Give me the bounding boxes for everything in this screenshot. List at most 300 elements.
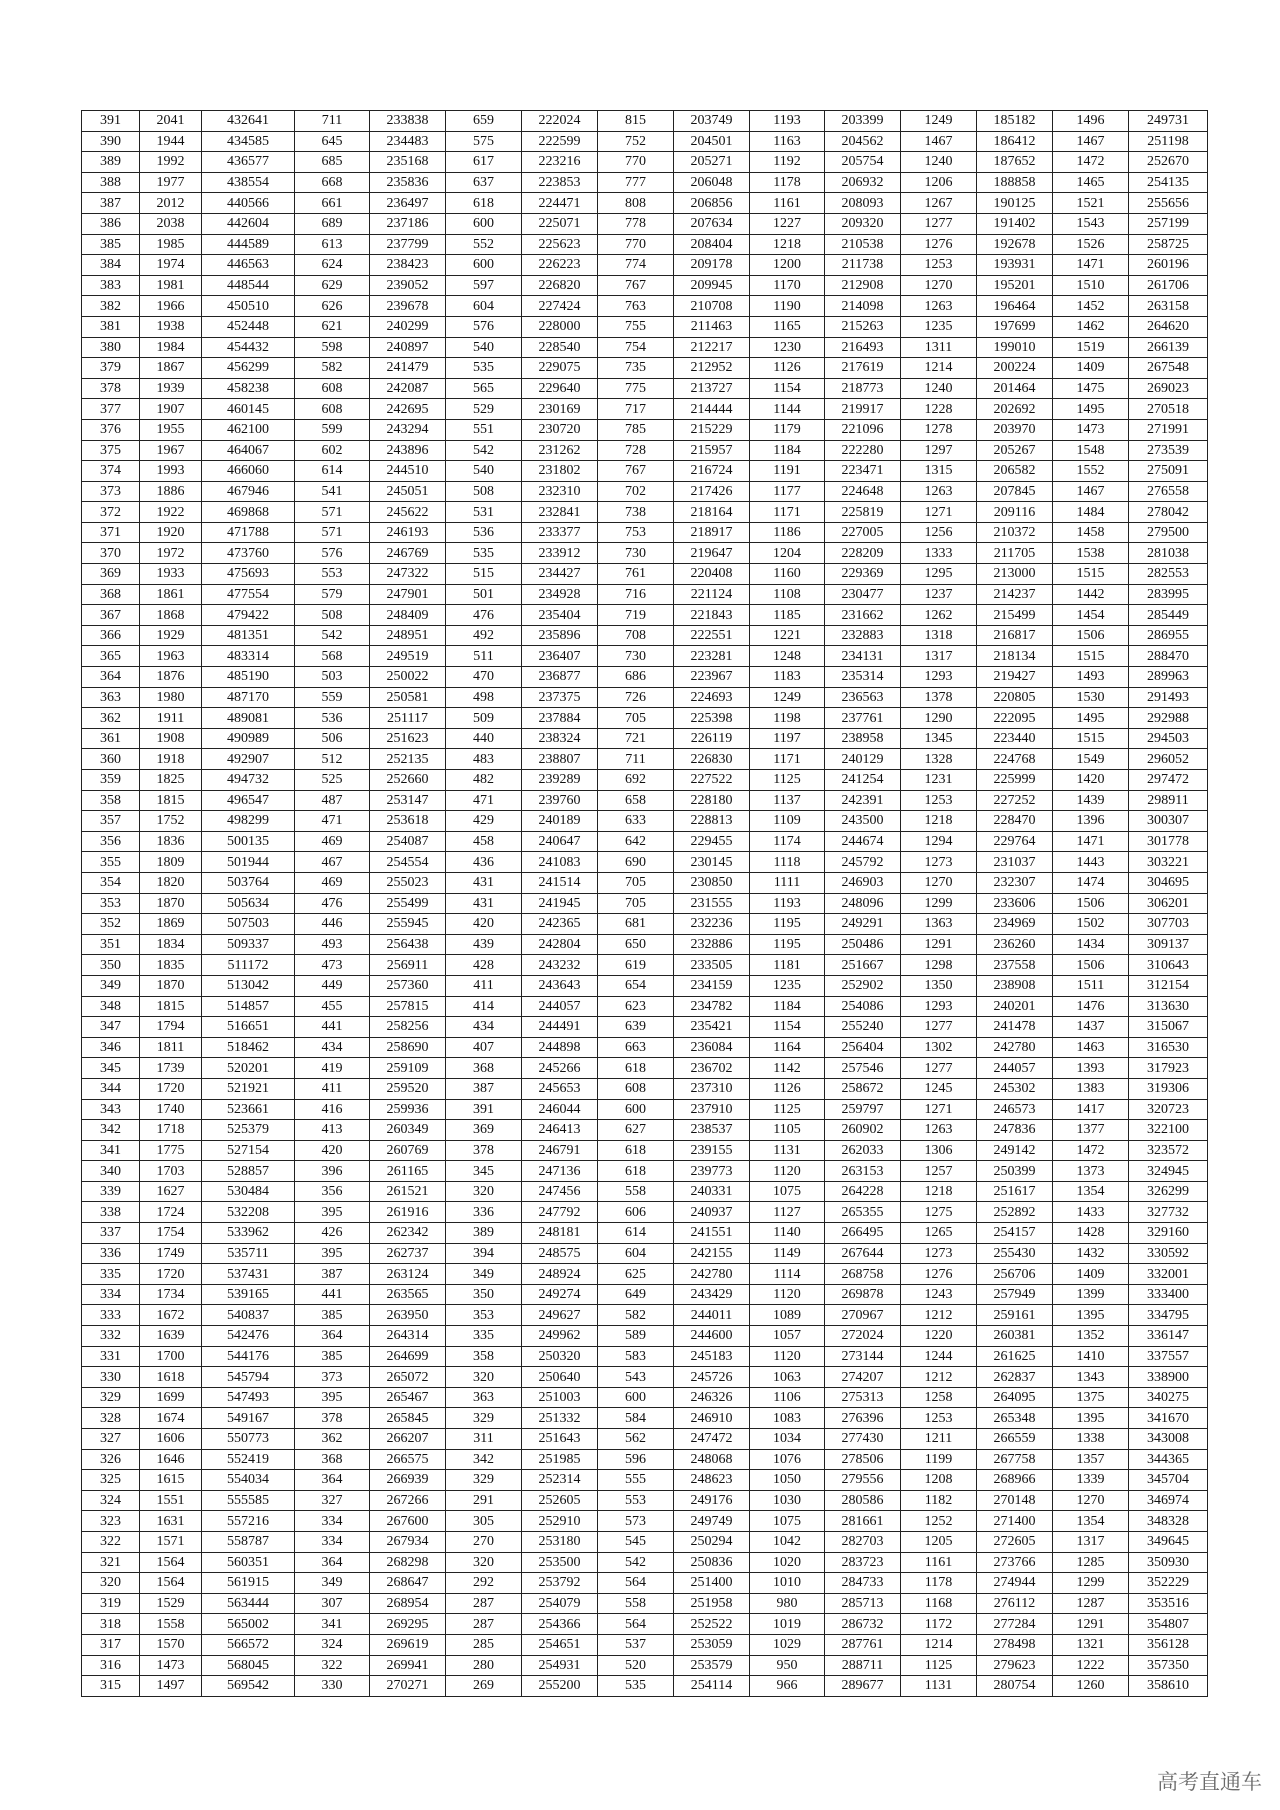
table-cell: 222280	[825, 440, 901, 461]
table-cell: 221124	[674, 584, 750, 605]
table-cell: 285713	[825, 1593, 901, 1614]
table-cell: 1214	[901, 358, 977, 379]
table-cell: 1160	[750, 564, 825, 585]
table-cell: 238807	[522, 749, 598, 770]
table-cell: 197699	[977, 316, 1053, 337]
table-cell: 209945	[674, 275, 750, 296]
table-cell: 231662	[825, 605, 901, 626]
table-cell: 1399	[1053, 1284, 1129, 1305]
table-cell: 279500	[1129, 522, 1208, 543]
score-cell: 342	[82, 1120, 140, 1141]
table-cell: 452448	[202, 316, 295, 337]
score-cell: 357	[82, 811, 140, 832]
table-cell: 255200	[522, 1676, 598, 1697]
table-cell: 240189	[522, 811, 598, 832]
table-cell: 253579	[674, 1655, 750, 1676]
table-cell: 1944	[140, 131, 202, 152]
table-cell: 211738	[825, 255, 901, 276]
table-cell: 269295	[370, 1614, 446, 1635]
table-cell: 317923	[1129, 1058, 1208, 1079]
table-cell: 1218	[901, 811, 977, 832]
table-cell: 240647	[522, 831, 598, 852]
table-cell: 266495	[825, 1223, 901, 1244]
table-cell: 320	[446, 1552, 522, 1573]
table-cell: 604	[446, 296, 522, 317]
table-cell: 248575	[522, 1243, 598, 1264]
table-cell: 192678	[977, 234, 1053, 255]
table-cell: 1161	[750, 193, 825, 214]
table-cell: 216493	[825, 337, 901, 358]
table-cell: 253059	[674, 1634, 750, 1655]
table-cell: 226119	[674, 728, 750, 749]
table-row	[82, 1058, 1208, 1079]
table-cell: 785	[598, 419, 674, 440]
table-cell: 276396	[825, 1408, 901, 1429]
table-cell: 273144	[825, 1346, 901, 1367]
table-cell: 244898	[522, 1037, 598, 1058]
table-cell: 1191	[750, 461, 825, 482]
table-cell: 238324	[522, 728, 598, 749]
table-cell: 1338	[1053, 1429, 1129, 1450]
table-cell: 230169	[522, 399, 598, 420]
table-cell: 599	[295, 419, 370, 440]
table-cell: 209320	[825, 213, 901, 234]
score-cell: 371	[82, 522, 140, 543]
table-cell: 492907	[202, 749, 295, 770]
table-cell: 730	[598, 543, 674, 564]
table-cell: 1195	[750, 914, 825, 935]
score-cell: 356	[82, 831, 140, 852]
table-cell: 354807	[1129, 1614, 1208, 1635]
table-cell: 274944	[977, 1573, 1053, 1594]
table-cell: 270518	[1129, 399, 1208, 420]
table-cell: 333400	[1129, 1284, 1208, 1305]
table-cell: 254079	[522, 1593, 598, 1614]
table-cell: 239052	[370, 275, 446, 296]
table-cell: 227424	[522, 296, 598, 317]
table-cell: 1775	[140, 1140, 202, 1161]
table-cell: 639	[598, 1017, 674, 1038]
table-cell: 1886	[140, 481, 202, 502]
table-cell: 232883	[825, 625, 901, 646]
table-cell: 228470	[977, 811, 1053, 832]
table-cell: 341	[295, 1614, 370, 1635]
table-cell: 719	[598, 605, 674, 626]
table-cell: 231262	[522, 440, 598, 461]
table-cell: 544176	[202, 1346, 295, 1367]
score-cell: 333	[82, 1305, 140, 1326]
table-row	[82, 1552, 1208, 1573]
table-cell: 336	[446, 1202, 522, 1223]
table-cell: 1472	[1053, 152, 1129, 173]
table-cell: 1395	[1053, 1408, 1129, 1429]
table-cell: 206932	[825, 172, 901, 193]
table-cell: 187652	[977, 152, 1053, 173]
table-cell: 188858	[977, 172, 1053, 193]
table-cell: 1258	[901, 1387, 977, 1408]
table-cell: 1306	[901, 1140, 977, 1161]
table-cell: 1443	[1053, 852, 1129, 873]
table-cell: 247836	[977, 1120, 1053, 1141]
table-cell: 287	[446, 1614, 522, 1635]
table-cell: 330592	[1129, 1243, 1208, 1264]
table-cell: 532208	[202, 1202, 295, 1223]
table-cell: 229640	[522, 378, 598, 399]
table-cell: 1218	[750, 234, 825, 255]
table-cell: 340275	[1129, 1387, 1208, 1408]
table-row	[82, 996, 1208, 1017]
table-cell: 1506	[1053, 893, 1129, 914]
table-cell: 369	[446, 1120, 522, 1141]
table-cell: 761	[598, 564, 674, 585]
table-cell: 285449	[1129, 605, 1208, 626]
table-cell: 493	[295, 934, 370, 955]
table-cell: 228209	[825, 543, 901, 564]
table-cell: 322	[295, 1655, 370, 1676]
table-cell: 242391	[825, 790, 901, 811]
score-cell: 351	[82, 934, 140, 955]
table-cell: 650	[598, 934, 674, 955]
table-cell: 516651	[202, 1017, 295, 1038]
table-cell: 271400	[977, 1511, 1053, 1532]
table-cell: 209116	[977, 502, 1053, 523]
table-row	[82, 255, 1208, 276]
table-cell: 1699	[140, 1387, 202, 1408]
table-cell: 203399	[825, 111, 901, 132]
table-cell: 557216	[202, 1511, 295, 1532]
table-cell: 1154	[750, 378, 825, 399]
table-cell: 237884	[522, 708, 598, 729]
table-cell: 1105	[750, 1120, 825, 1141]
table-cell: 627	[598, 1120, 674, 1141]
table-row	[82, 193, 1208, 214]
table-cell: 236563	[825, 687, 901, 708]
table-cell: 248409	[370, 605, 446, 626]
table-cell: 256706	[977, 1264, 1053, 1285]
table-cell: 1354	[1053, 1511, 1129, 1532]
table-cell: 454432	[202, 337, 295, 358]
table-cell: 536	[295, 708, 370, 729]
table-cell: 1030	[750, 1490, 825, 1511]
table-cell: 222599	[522, 131, 598, 152]
table-cell: 246326	[674, 1387, 750, 1408]
table-cell: 244011	[674, 1305, 750, 1326]
table-cell: 1476	[1053, 996, 1129, 1017]
table-row	[82, 1305, 1208, 1326]
table-cell: 249274	[522, 1284, 598, 1305]
score-cell: 318	[82, 1614, 140, 1635]
table-cell: 265348	[977, 1408, 1053, 1429]
score-cell: 328	[82, 1408, 140, 1429]
table-cell: 246044	[522, 1099, 598, 1120]
table-cell: 242155	[674, 1243, 750, 1264]
table-cell: 1433	[1053, 1202, 1129, 1223]
table-cell: 1375	[1053, 1387, 1129, 1408]
table-cell: 543	[598, 1367, 674, 1388]
score-cell: 321	[82, 1552, 140, 1573]
table-cell: 1432	[1053, 1243, 1129, 1264]
table-row	[82, 564, 1208, 585]
table-row	[82, 1614, 1208, 1635]
table-row	[82, 1511, 1208, 1532]
table-cell: 540	[446, 461, 522, 482]
table-cell: 576	[446, 316, 522, 337]
table-cell: 1161	[901, 1552, 977, 1573]
table-cell: 252522	[674, 1614, 750, 1635]
table-cell: 1212	[901, 1367, 977, 1388]
table-cell: 358610	[1129, 1676, 1208, 1697]
table-cell: 1939	[140, 378, 202, 399]
table-cell: 602	[295, 440, 370, 461]
table-cell: 252892	[977, 1202, 1053, 1223]
table-cell: 456299	[202, 358, 295, 379]
table-cell: 560351	[202, 1552, 295, 1573]
score-cell: 340	[82, 1161, 140, 1182]
table-cell: 2038	[140, 213, 202, 234]
table-cell: 242804	[522, 934, 598, 955]
table-cell: 193931	[977, 255, 1053, 276]
table-cell: 471788	[202, 522, 295, 543]
table-cell: 1434	[1053, 934, 1129, 955]
table-cell: 246791	[522, 1140, 598, 1161]
table-cell: 266207	[370, 1429, 446, 1450]
table-cell: 208404	[674, 234, 750, 255]
table-cell: 446	[295, 914, 370, 935]
table-cell: 448544	[202, 275, 295, 296]
table-cell: 349	[446, 1264, 522, 1285]
score-cell: 373	[82, 481, 140, 502]
table-row	[82, 1243, 1208, 1264]
table-cell: 286732	[825, 1614, 901, 1635]
table-cell: 212217	[674, 337, 750, 358]
table-cell: 1240	[901, 378, 977, 399]
table-cell: 269941	[370, 1655, 446, 1676]
score-cell: 362	[82, 708, 140, 729]
score-cell: 361	[82, 728, 140, 749]
table-row	[82, 1346, 1208, 1367]
table-cell: 1350	[901, 975, 977, 996]
table-cell: 237375	[522, 687, 598, 708]
table-cell: 1473	[140, 1655, 202, 1676]
table-cell: 245266	[522, 1058, 598, 1079]
table-cell: 324	[295, 1634, 370, 1655]
table-cell: 411	[295, 1078, 370, 1099]
score-cell: 374	[82, 461, 140, 482]
table-row	[82, 1655, 1208, 1676]
table-cell: 269878	[825, 1284, 901, 1305]
table-cell: 373	[295, 1367, 370, 1388]
table-cell: 220805	[977, 687, 1053, 708]
table-cell: 494732	[202, 770, 295, 791]
table-cell: 1165	[750, 316, 825, 337]
table-cell: 364	[295, 1326, 370, 1347]
table-cell: 251117	[370, 708, 446, 729]
table-cell: 1318	[901, 625, 977, 646]
table-cell: 239773	[674, 1161, 750, 1182]
table-cell: 247792	[522, 1202, 598, 1223]
table-cell: 496547	[202, 790, 295, 811]
table-row	[82, 831, 1208, 852]
table-cell: 241945	[522, 893, 598, 914]
table-cell: 329	[446, 1470, 522, 1491]
table-row	[82, 1429, 1208, 1450]
table-cell: 537431	[202, 1264, 295, 1285]
table-cell: 297472	[1129, 770, 1208, 791]
table-cell: 600	[446, 255, 522, 276]
table-cell: 368	[295, 1449, 370, 1470]
table-cell: 291	[446, 1490, 522, 1511]
table-cell: 252902	[825, 975, 901, 996]
table-cell: 260902	[825, 1120, 901, 1141]
table-cell: 950	[750, 1655, 825, 1676]
table-cell: 535	[446, 358, 522, 379]
table-cell: 1467	[1053, 481, 1129, 502]
table-cell: 1317	[901, 646, 977, 667]
table-cell: 214237	[977, 584, 1053, 605]
table-cell: 225819	[825, 502, 901, 523]
table-cell: 1205	[901, 1531, 977, 1552]
table-cell: 214444	[674, 399, 750, 420]
table-row	[82, 1037, 1208, 1058]
table-cell: 1042	[750, 1531, 825, 1552]
table-cell: 1510	[1053, 275, 1129, 296]
table-cell: 414	[446, 996, 522, 1017]
score-cell: 349	[82, 975, 140, 996]
table-cell: 1231	[901, 770, 977, 791]
table-cell: 483	[446, 749, 522, 770]
table-cell: 1700	[140, 1346, 202, 1367]
table-cell: 473	[295, 955, 370, 976]
table-row	[82, 1449, 1208, 1470]
table-cell: 234427	[522, 564, 598, 585]
table-cell: 1868	[140, 605, 202, 626]
table-cell: 1029	[750, 1634, 825, 1655]
table-cell: 1564	[140, 1573, 202, 1594]
score-cell: 330	[82, 1367, 140, 1388]
score-cell: 360	[82, 749, 140, 770]
table-cell: 1277	[901, 1017, 977, 1038]
table-cell: 1298	[901, 955, 977, 976]
table-cell: 1333	[901, 543, 977, 564]
table-cell: 231802	[522, 461, 598, 482]
table-cell: 464067	[202, 440, 295, 461]
table-cell: 1154	[750, 1017, 825, 1038]
table-cell: 1967	[140, 440, 202, 461]
table-cell: 280586	[825, 1490, 901, 1511]
table-cell: 708	[598, 625, 674, 646]
table-cell: 728	[598, 440, 674, 461]
table-cell: 513042	[202, 975, 295, 996]
table-cell: 501	[446, 584, 522, 605]
score-cell: 329	[82, 1387, 140, 1408]
table-cell: 1463	[1053, 1037, 1129, 1058]
score-cell: 387	[82, 193, 140, 214]
table-cell: 251617	[977, 1181, 1053, 1202]
table-cell: 1378	[901, 687, 977, 708]
table-cell: 335	[446, 1326, 522, 1347]
table-cell: 1383	[1053, 1078, 1129, 1099]
table-cell: 330	[295, 1676, 370, 1697]
table-cell: 1502	[1053, 914, 1129, 935]
table-cell: 633	[598, 811, 674, 832]
table-cell: 320	[446, 1181, 522, 1202]
table-cell: 300307	[1129, 811, 1208, 832]
table-cell: 255656	[1129, 193, 1208, 214]
table-cell: 420	[446, 914, 522, 935]
table-cell: 280754	[977, 1676, 1053, 1697]
table-cell: 1639	[140, 1326, 202, 1347]
table-cell: 525379	[202, 1120, 295, 1141]
table-cell: 658	[598, 790, 674, 811]
table-cell: 244674	[825, 831, 901, 852]
table-cell: 336147	[1129, 1326, 1208, 1347]
table-cell: 681	[598, 914, 674, 935]
table-cell: 241551	[674, 1223, 750, 1244]
table-cell: 509337	[202, 934, 295, 955]
table-cell: 254114	[674, 1676, 750, 1697]
table-row	[82, 811, 1208, 832]
table-cell: 1149	[750, 1243, 825, 1264]
table-cell: 549167	[202, 1408, 295, 1429]
table-cell: 1075	[750, 1511, 825, 1532]
table-cell: 248181	[522, 1223, 598, 1244]
table-cell: 338900	[1129, 1367, 1208, 1388]
table-cell: 1243	[901, 1284, 977, 1305]
table-cell: 1907	[140, 399, 202, 420]
table-cell: 269023	[1129, 378, 1208, 399]
table-cell: 228180	[674, 790, 750, 811]
table-cell: 270	[446, 1531, 522, 1552]
table-cell: 259936	[370, 1099, 446, 1120]
table-cell: 261916	[370, 1202, 446, 1223]
table-cell: 309137	[1129, 934, 1208, 955]
table-cell: 1410	[1053, 1346, 1129, 1367]
table-cell: 261165	[370, 1161, 446, 1182]
table-cell: 1172	[901, 1614, 977, 1635]
table-cell: 1257	[901, 1161, 977, 1182]
table-row	[82, 213, 1208, 234]
table-cell: 280	[446, 1655, 522, 1676]
table-cell: 1955	[140, 419, 202, 440]
table-cell: 218134	[977, 646, 1053, 667]
table-cell: 533962	[202, 1223, 295, 1244]
table-cell: 1171	[750, 749, 825, 770]
table-cell: 626	[295, 296, 370, 317]
table-cell: 345	[446, 1161, 522, 1182]
table-row	[82, 625, 1208, 646]
score-cell: 336	[82, 1243, 140, 1264]
table-cell: 217426	[674, 481, 750, 502]
table-cell: 705	[598, 708, 674, 729]
table-cell: 1220	[901, 1326, 977, 1347]
table-cell: 395	[295, 1387, 370, 1408]
table-cell: 1869	[140, 914, 202, 935]
table-cell: 249962	[522, 1326, 598, 1347]
table-cell: 1467	[1053, 131, 1129, 152]
table-cell: 1861	[140, 584, 202, 605]
table-cell: 1720	[140, 1078, 202, 1099]
table-cell: 349645	[1129, 1531, 1208, 1552]
table-cell: 237558	[977, 955, 1053, 976]
table-cell: 525	[295, 770, 370, 791]
table-cell: 263158	[1129, 296, 1208, 317]
table-cell: 224471	[522, 193, 598, 214]
table-cell: 579	[295, 584, 370, 605]
table-cell: 240299	[370, 316, 446, 337]
table-cell: 228813	[674, 811, 750, 832]
score-cell: 348	[82, 996, 140, 1017]
score-table-container	[81, 110, 1187, 1697]
